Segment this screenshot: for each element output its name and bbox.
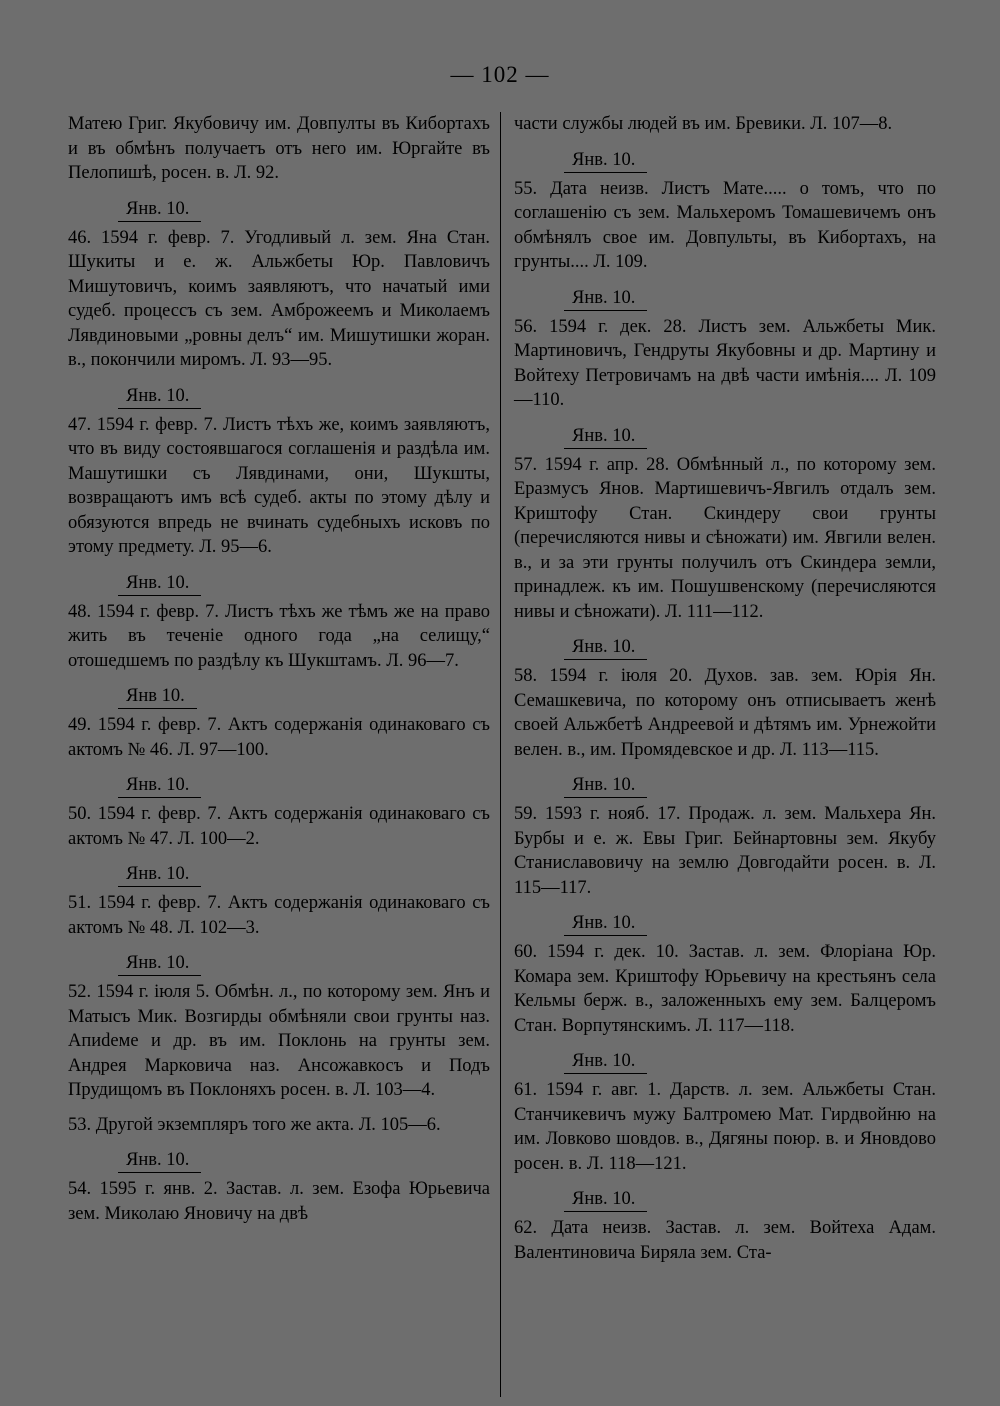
entry-text: 55. Дата неизв. Листъ Мате..... о томъ, что по соглашенію съ зем. Мальхеромъ Томашевичемъ онъ обмѣнялъ свое им. Довпульты, въ Кибортахъ, на грунты.... Л. 109. [514,178,936,272]
entry-date: Янв. 10. [564,774,647,798]
entry-text: 51. 1594 г. февр. 7. Актъ содержанія одинаковаго съ актомъ № 48. Л. 102—3. [68,893,490,938]
entry-gap [68,1103,490,1113]
entry-date: Янв. 10. [118,198,201,222]
entry-date: Янв. 10. [564,912,647,936]
entry [68,186,490,373]
entry-date: Янв. 10. [564,1050,647,1074]
right-column [514,112,936,1265]
entry [68,673,490,762]
left-column [68,112,490,1226]
entry-text: 48. 1594 г. февр. 7. Листъ тѣхъ же тѣмъ же на право жить въ теченіе одного года „на селищу,“ отошедшемъ по раздѣлу къ Шукштамъ. Л. 96—7. [68,601,490,671]
entry-date: Янв. 10. [564,1188,647,1212]
entry-text: 57. 1594 г. апр. 28. Обмѣнный л., по которому зем. Еразмусъ Янов. Мартишевичъ-Явгилъ отдалъ зем. Криштофу Стан. Скиндеру свои грунты (перечисляются нивы и сѣножати) им. Явгили велен. в., и за эти грунты получилъ отъ Скиндера земли, принадлеж. къ им. Пошушвенскому (перечисляются нивы и сѣножати). Л. 111—112. [514,454,936,622]
entry-text: 56. 1594 г. дек. 28. Листъ зем. Альжбеты Мик. Мартиновичъ, Гендруты Якубовны и др. Мартину и Войтеху Петровичамъ на двѣ части имѣнія.... Л. 109—110. [514,316,936,410]
entry [514,762,936,900]
entry [514,413,936,625]
entry-date: Янв. 10. [118,572,201,596]
entry-date: Янв. 10. [564,149,647,173]
entry-text: 50. 1594 г. февр. 7. Актъ содержанія одинаковаго съ актомъ № 47. Л. 100—2. [68,804,490,849]
left-entries [68,186,490,1227]
entry [514,624,936,762]
entry-text: 60. 1594 г. дек. 10. Застав. л. зем. Флоріана Юр. Комара зем. Криштофу Юрьевичу на крестьянъ села Кельмы берж. в., заложенныхъ ему зем. Балцеромъ Стан. Ворпутянскимъ. Л. 117—118. [514,942,936,1036]
right-entries [514,137,936,1266]
entry-date: Янв. 10. [118,1149,201,1173]
entry-date: Янв 10. [118,685,197,709]
entry-text: 49. 1594 г. февр. 7. Актъ содержанія одинаковаго съ актомъ № 46. Л. 97—100. [68,715,490,760]
entry-date: Янв. 10. [118,863,201,887]
entry-text: 61. 1594 г. авг. 1. Дарств. л. зем. Альжбеты Стан. Станчикевичъ мужу Балтромею Мат. Гирдвойню на им. Ловково шовдов. в., Дягяны поюр. в. и Яновдово росен. в. Л. 118—121. [514,1080,936,1174]
page-number: — 102 — [450,62,550,87]
entry-text: 53. Другой экземпляръ того же акта. Л. 105—6. [68,1114,441,1135]
entry [514,137,936,275]
entry [68,1137,490,1226]
entry-date: Янв. 10. [118,774,201,798]
entry [68,851,490,940]
entry [514,1038,936,1176]
right-intro: части службы людей въ им. Бревики. Л. 107—8. [514,114,893,134]
left-intro: Матею Григ. Якубовичу им. Довпулты въ Кибортахъ и въ обмѣнъ получаетъ отъ него им. Юргайте въ Пелопишѣ, росен. в. Л. 92. [68,114,490,183]
entry [68,373,490,560]
entry-text: 59. 1593 г. нояб. 17. Продаж. л. зем. Мальхера Ян. Бурбы и е. ж. Евы Григ. Бейнартовны зем. Якубу Станиславовичу на землю Довгодайти росен. в. Л. 115—117. [514,804,936,898]
entry-text: 58. 1594 г. іюля 20. Духов. зав. зем. Юрія Ян. Семашкевича, по которому онъ отписываетъ женѣ своей Альжбетѣ Андреевой и дѣтямъ им. Урнежойти велен. в., им. Промядевское и др. Л. 113—115. [514,666,936,760]
entry [514,1176,936,1265]
entry-date: Янв. 10. [564,636,647,660]
entry [68,560,490,674]
entry [68,762,490,851]
entry-date: Янв. 10. [564,425,647,449]
entry-date: Янв. 10. [118,385,201,409]
entry [68,940,490,1103]
entry-text: 54. 1595 г. янв. 2. Застав. л. зем. Езофа Юрьевича зем. Миколаю Яновичу на двѣ [68,1179,490,1224]
entry-text: 47. 1594 г. февр. 7. Листъ тѣхъ же, коимъ заявляютъ, что въ виду состоявшагося соглашенія и раздѣла им. Машутишки съ Лявдинами, они, Шукшты, возвращаютъ имъ всѣ судеб. акты по этому дѣлу и обязуются впредь не вчинать судебныхъ исковъ по этому предмету. Л. 95—6. [68,414,490,557]
entry [68,1103,490,1138]
entry-text: 46. 1594 г. февр. 7. Угодливый л. зем. Яна Стан. Шукиты и е. ж. Альжбеты Юр. Павловичъ Мишутовичъ, коимъ заявляютъ, что начатый ими судеб. процессъ съ зем. Амброжеемъ и Миколаемъ Лявдиновыми „ровны делъ“ им. Мишутишки жоран. в., покончили миромъ. Л. 93—95. [68,227,490,370]
entry-text: 62. Дата неизв. Застав. л. зем. Войтеха Адам. Валентиновича Биряла зем. Ста- [514,1218,936,1263]
entry [514,275,936,413]
column-divider [500,112,501,1397]
entry-date: Янв. 10. [118,952,201,976]
entry-date: Янв. 10. [564,287,647,311]
entry [514,900,936,1038]
entry-text: 52. 1594 г. іюля 5. Обмѣн. л., по которому зем. Янъ и Матысъ Мик. Возгирды обмѣняли свои грунты наз. Апиdеме и др. въ им. Поклонь на грунты зем. Андрея Марковича наз. Ансожавкосъ и Подъ Прудищомъ въ Поклоняхъ росен. в. Л. 103—4. [68,982,490,1100]
